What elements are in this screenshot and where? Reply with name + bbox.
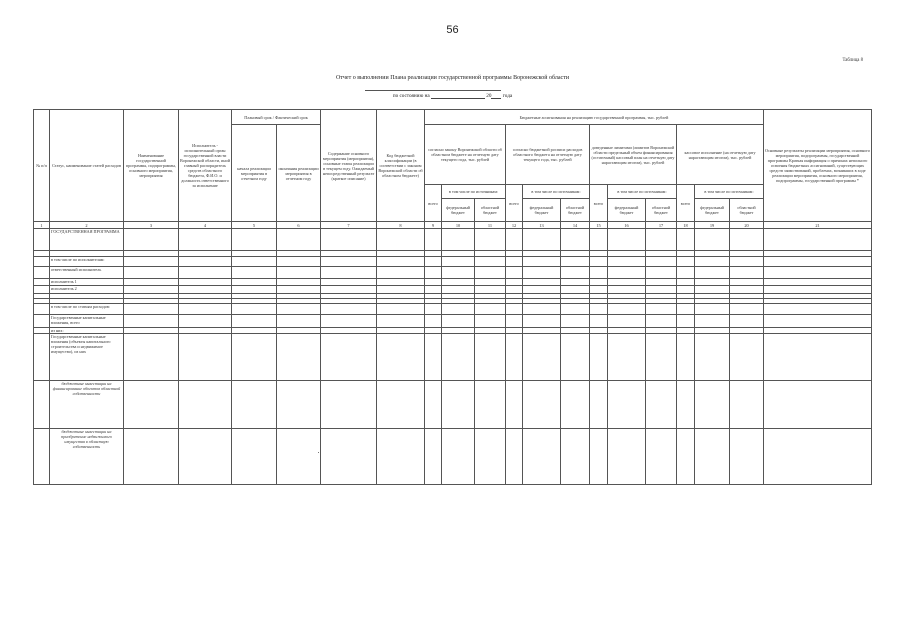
header-budget-list: согласно бюджетной росписи расходов областного бюджета на отчетную дату текущего года, тыс. рублей	[506, 125, 590, 185]
table-cell	[523, 279, 561, 286]
table-cell	[475, 315, 506, 328]
column-number: 7	[321, 222, 377, 229]
table-cell	[590, 229, 608, 251]
table-cell	[442, 315, 475, 328]
column-number: 8	[377, 222, 425, 229]
row-label: ответственный исполнитель	[50, 267, 124, 279]
header-sources: в том числе по источникам:	[523, 185, 590, 199]
table-cell	[523, 334, 561, 381]
table-cell	[232, 304, 277, 315]
table-cell	[695, 334, 730, 381]
table-cell	[506, 381, 523, 429]
column-number: 10	[442, 222, 475, 229]
column-number: 21	[764, 222, 872, 229]
header-regional: областной бюджет	[730, 199, 764, 222]
table-cell	[377, 267, 425, 279]
scan-speck	[318, 452, 319, 453]
table-cell	[677, 429, 695, 485]
table-cell	[523, 257, 561, 267]
table-cell	[646, 315, 677, 328]
table-cell	[561, 286, 590, 294]
column-number: 17	[646, 222, 677, 229]
table-cell	[277, 286, 321, 294]
table-cell	[561, 257, 590, 267]
table-cell	[608, 334, 646, 381]
table-cell	[590, 304, 608, 315]
table-cell	[561, 279, 590, 286]
header-federal: федеральный бюджет	[523, 199, 561, 222]
table-cell	[695, 304, 730, 315]
table-cell	[442, 267, 475, 279]
table-cell	[34, 267, 50, 279]
header-sources: в том числе по источникам:	[442, 185, 506, 199]
table-cell	[608, 279, 646, 286]
row-label: Государственные капитальные вложения (объекты капитального строительства и недвижимое имущество), из них	[50, 334, 124, 381]
table-cell	[608, 315, 646, 328]
table-cell	[646, 429, 677, 485]
table-cell	[608, 229, 646, 251]
table-cell	[730, 429, 764, 485]
column-number: 19	[695, 222, 730, 229]
table-cell	[34, 381, 50, 429]
header-status: Статус, наименование статей расходов	[50, 110, 124, 222]
table-cell	[764, 381, 872, 429]
table-cell	[646, 229, 677, 251]
table-cell	[124, 229, 179, 251]
table-cell	[377, 304, 425, 315]
table-cell	[506, 279, 523, 286]
table-cell	[506, 286, 523, 294]
table-cell	[730, 267, 764, 279]
header-results: Основные результаты реализации мероприятия, основного мероприятия, подпрограммы, государственной программы Краткая информация о причинах неполного освоения бюджетных ассигнований, существующих средств заимствований, проблемах, возникших в ходе реализации мероприятия, основного мероприятия, подпрограммы, государственной программы *	[764, 110, 872, 222]
header-regional: областной бюджет	[646, 199, 677, 222]
column-number: 9	[425, 222, 442, 229]
table-row	[34, 257, 872, 267]
column-number: 15	[590, 222, 608, 229]
table-cell	[695, 229, 730, 251]
table-cell	[425, 381, 442, 429]
table-cell	[608, 257, 646, 267]
table-cell	[523, 267, 561, 279]
table-cell	[442, 304, 475, 315]
table-row	[34, 279, 872, 286]
table-cell	[764, 334, 872, 381]
table-cell	[695, 315, 730, 328]
title-underline	[365, 90, 501, 91]
table-cell	[124, 279, 179, 286]
table-cell	[561, 315, 590, 328]
table-cell	[523, 229, 561, 251]
table-cell	[561, 267, 590, 279]
table-cell	[321, 315, 377, 328]
table-cell	[590, 257, 608, 267]
table-cell	[34, 304, 50, 315]
table-cell	[232, 334, 277, 381]
table-cell	[561, 334, 590, 381]
table-cell	[34, 286, 50, 294]
page-number: 56	[446, 24, 459, 36]
header-sources: в том числе по источникам:	[608, 185, 677, 199]
table-cell	[321, 304, 377, 315]
table-cell	[764, 315, 872, 328]
header-total: всего	[425, 185, 442, 222]
table-cell	[442, 381, 475, 429]
table-cell	[730, 279, 764, 286]
table-cell	[321, 334, 377, 381]
column-number: 13	[523, 222, 561, 229]
table-cell	[590, 315, 608, 328]
table-cell	[646, 381, 677, 429]
table-cell	[730, 304, 764, 315]
table-cell	[179, 257, 232, 267]
table-cell	[425, 286, 442, 294]
column-number: 3	[124, 222, 179, 229]
row-label: из них:	[50, 328, 124, 334]
table-cell	[232, 267, 277, 279]
table-cell	[425, 315, 442, 328]
header-regional: областной бюджет	[475, 199, 506, 222]
header-end: окончания реализации мероприятия в отчетном году	[277, 125, 321, 222]
table-cell	[179, 304, 232, 315]
row-label: в том числе по статьям расходов:	[50, 304, 124, 315]
table-cell	[764, 429, 872, 485]
column-number: 16	[608, 222, 646, 229]
table-cell	[677, 315, 695, 328]
table-row	[34, 286, 872, 294]
header-term-group: Плановый срок / Фактический срок	[232, 110, 321, 125]
table-row	[34, 315, 872, 328]
table-cell	[475, 279, 506, 286]
column-number: 12	[506, 222, 523, 229]
row-label: ГОСУДАРСТВЕННАЯ ПРОГРАММА	[50, 229, 124, 251]
table-cell	[321, 229, 377, 251]
table-row	[34, 429, 872, 485]
table-cell	[377, 315, 425, 328]
table-cell	[730, 229, 764, 251]
table-cell	[321, 267, 377, 279]
table-cell	[377, 286, 425, 294]
row-label: исполнитель 1	[50, 279, 124, 286]
table-cell	[442, 286, 475, 294]
table-cell	[442, 334, 475, 381]
table-cell	[232, 229, 277, 251]
row-label: исполнитель 2	[50, 286, 124, 294]
header-total: всего	[506, 185, 523, 222]
table-cell	[764, 257, 872, 267]
header-budget-law: согласно закону Воронежской области об областном бюджете на отчетную дату текущего года, тыс. рублей	[425, 125, 506, 185]
header-budget-code: Код бюджетной классификации (в соответствии с законом Воронежской области об областном бюджете)	[377, 110, 425, 222]
table-cell	[695, 286, 730, 294]
table-cell	[232, 381, 277, 429]
table-cell	[590, 381, 608, 429]
table-cell	[377, 257, 425, 267]
table-cell	[677, 334, 695, 381]
table-cell	[34, 334, 50, 381]
table-cell	[695, 429, 730, 485]
table-cell	[277, 381, 321, 429]
table-cell	[124, 304, 179, 315]
table-cell	[523, 286, 561, 294]
header-budget-cash: кассовое исполнение (на отчетную дату нарастающим итогом), тыс. рублей	[677, 125, 764, 185]
table-row	[34, 304, 872, 315]
header-total: всего	[590, 185, 608, 222]
table-cell	[475, 334, 506, 381]
table-cell	[475, 381, 506, 429]
table-cell	[506, 229, 523, 251]
table-cell	[321, 257, 377, 267]
table-cell	[34, 229, 50, 251]
column-number: 1	[34, 222, 50, 229]
column-number: 11	[475, 222, 506, 229]
table-cell	[523, 429, 561, 485]
table-cell	[425, 257, 442, 267]
table-cell	[442, 229, 475, 251]
header-program-name: Наименование государственной программы, подпрограммы, основного мероприятия, мероприятия	[124, 110, 179, 222]
table-cell	[321, 381, 377, 429]
table-cell	[179, 315, 232, 328]
column-number: 14	[561, 222, 590, 229]
table-cell	[232, 429, 277, 485]
table-cell	[506, 267, 523, 279]
table-cell	[764, 304, 872, 315]
table-cell	[34, 315, 50, 328]
table-cell	[232, 286, 277, 294]
table-cell	[695, 257, 730, 267]
table-cell	[232, 315, 277, 328]
table-cell	[506, 304, 523, 315]
table-cell	[646, 267, 677, 279]
table-cell	[677, 304, 695, 315]
table-cell	[377, 429, 425, 485]
table-cell	[321, 429, 377, 485]
table-cell	[179, 286, 232, 294]
report-table	[33, 109, 872, 485]
table-cell	[124, 315, 179, 328]
table-cell	[523, 304, 561, 315]
table-cell	[695, 279, 730, 286]
table-cell	[277, 315, 321, 328]
table-cell	[321, 279, 377, 286]
table-cell	[377, 229, 425, 251]
table-cell	[730, 286, 764, 294]
table-cell	[277, 267, 321, 279]
table-row	[34, 229, 872, 251]
table-cell	[506, 429, 523, 485]
table-cell	[677, 257, 695, 267]
table-cell	[179, 429, 232, 485]
table-cell	[179, 279, 232, 286]
table-cell	[442, 257, 475, 267]
table-row	[34, 267, 872, 279]
table-cell	[646, 257, 677, 267]
table-cell	[475, 229, 506, 251]
header-federal: федеральный бюджет	[442, 199, 475, 222]
table-cell	[277, 257, 321, 267]
table-cell	[561, 229, 590, 251]
table-cell	[764, 279, 872, 286]
table-cell	[523, 315, 561, 328]
row-label: в том числе по исполнителям:	[50, 257, 124, 267]
table-cell	[646, 286, 677, 294]
table-cell	[608, 429, 646, 485]
table-cell	[277, 304, 321, 315]
table-cell	[124, 381, 179, 429]
table-cell	[475, 429, 506, 485]
date-blank	[431, 92, 485, 99]
table-cell	[590, 334, 608, 381]
table-cell	[764, 267, 872, 279]
table-cell	[425, 279, 442, 286]
table-cell	[590, 429, 608, 485]
table-cell	[590, 279, 608, 286]
table-row	[34, 334, 872, 381]
table-cell	[590, 286, 608, 294]
table-cell	[425, 429, 442, 485]
column-number-row	[34, 222, 872, 229]
table-cell	[561, 304, 590, 315]
table-cell	[179, 334, 232, 381]
table-cell	[730, 257, 764, 267]
row-label: бюджетные инвестиции на финансирование объектов областной собственности	[50, 381, 124, 429]
row-label: Государственные капитальные вложения, всего	[50, 315, 124, 328]
table-cell	[677, 286, 695, 294]
table-cell	[124, 267, 179, 279]
table-cell	[561, 381, 590, 429]
header-federal: федеральный бюджет	[695, 199, 730, 222]
table-cell	[277, 229, 321, 251]
table-cell	[124, 286, 179, 294]
column-number: 4	[179, 222, 232, 229]
table-cell	[561, 429, 590, 485]
header-sources: в том числе по источникам:	[695, 185, 764, 199]
column-number: 20	[730, 222, 764, 229]
table-cell	[34, 429, 50, 485]
date-year: 20	[486, 93, 492, 99]
year-blank	[491, 92, 501, 99]
header-total: всего	[677, 185, 695, 222]
table-cell	[590, 267, 608, 279]
table-cell	[506, 257, 523, 267]
table-cell	[764, 286, 872, 294]
header-executor: Исполнитель - исполнительный орган государственной власти Воронежской области, иной главный распорядитель средств областного бюджета, Ф.И.О. и должность ответственного за исполнение	[179, 110, 232, 222]
table-cell	[695, 267, 730, 279]
table-cell	[377, 279, 425, 286]
table-cell	[608, 267, 646, 279]
table-cell	[523, 381, 561, 429]
table-cell	[179, 381, 232, 429]
table-cell	[677, 381, 695, 429]
table-cell	[232, 279, 277, 286]
table-cell	[475, 257, 506, 267]
table-cell	[475, 267, 506, 279]
report-date-line	[0, 92, 905, 99]
table-cell	[425, 267, 442, 279]
table-cell	[124, 334, 179, 381]
table-cell	[608, 304, 646, 315]
table-cell	[442, 429, 475, 485]
table-cell	[764, 229, 872, 251]
table-cell	[442, 279, 475, 286]
table-cell	[506, 334, 523, 381]
table-label: Таблица 8	[842, 58, 863, 63]
table-cell	[124, 257, 179, 267]
table-cell	[506, 315, 523, 328]
header-regional: областной бюджет	[561, 199, 590, 222]
table-cell	[179, 267, 232, 279]
column-number: 5	[232, 222, 277, 229]
table-cell	[34, 279, 50, 286]
header-federal: федеральный бюджет	[608, 199, 646, 222]
table-cell	[232, 257, 277, 267]
header-num: № п/п	[34, 110, 50, 222]
table-cell	[475, 304, 506, 315]
column-number: 6	[277, 222, 321, 229]
table-cell	[277, 279, 321, 286]
header-content: Содержание основного мероприятия (мероприятия), основные этапы реализации в текущем году. Ожидаемый непосредственный результат (краткое описание)	[321, 110, 377, 222]
table-cell	[425, 304, 442, 315]
table-cell	[646, 334, 677, 381]
table-cell	[277, 429, 321, 485]
table-cell	[677, 267, 695, 279]
table-cell	[425, 229, 442, 251]
table-cell	[608, 381, 646, 429]
table-cell	[646, 304, 677, 315]
table-cell	[321, 286, 377, 294]
header-budget-limits: доведенные лимитами (лимитов Воронежской области предельный объем финансирования (остаточный) кассовый план на отчетную дату нарастающим итогом), тыс. рублей	[590, 125, 677, 185]
date-prefix: по состоянию на	[392, 93, 430, 99]
table-cell	[277, 334, 321, 381]
table-cell	[646, 279, 677, 286]
column-number: 18	[677, 222, 695, 229]
table-cell	[730, 381, 764, 429]
header-start: начала реализации мероприятия в отчетном году	[232, 125, 277, 222]
table-cell	[34, 257, 50, 267]
table-cell	[475, 286, 506, 294]
table-cell	[695, 381, 730, 429]
table-cell	[608, 286, 646, 294]
table-cell	[677, 279, 695, 286]
date-suffix: года	[502, 93, 513, 99]
table-cell	[179, 229, 232, 251]
table-cell	[377, 334, 425, 381]
table-cell	[425, 334, 442, 381]
table-row	[34, 381, 872, 429]
table-cell	[730, 315, 764, 328]
table-cell	[124, 429, 179, 485]
table-cell	[730, 334, 764, 381]
table-cell	[377, 381, 425, 429]
header-budget-group: Бюджетные ассигнования на реализацию государственной программы, тыс. рублей	[425, 110, 764, 125]
report-title: Отчет о выполнении Плана реализации государственной программы Воронежской области	[335, 75, 570, 81]
table-cell	[677, 229, 695, 251]
row-label: бюджетные инвестиции на приобретение недвижимого имущества в областную собственность	[50, 429, 124, 485]
column-number: 2	[50, 222, 124, 229]
